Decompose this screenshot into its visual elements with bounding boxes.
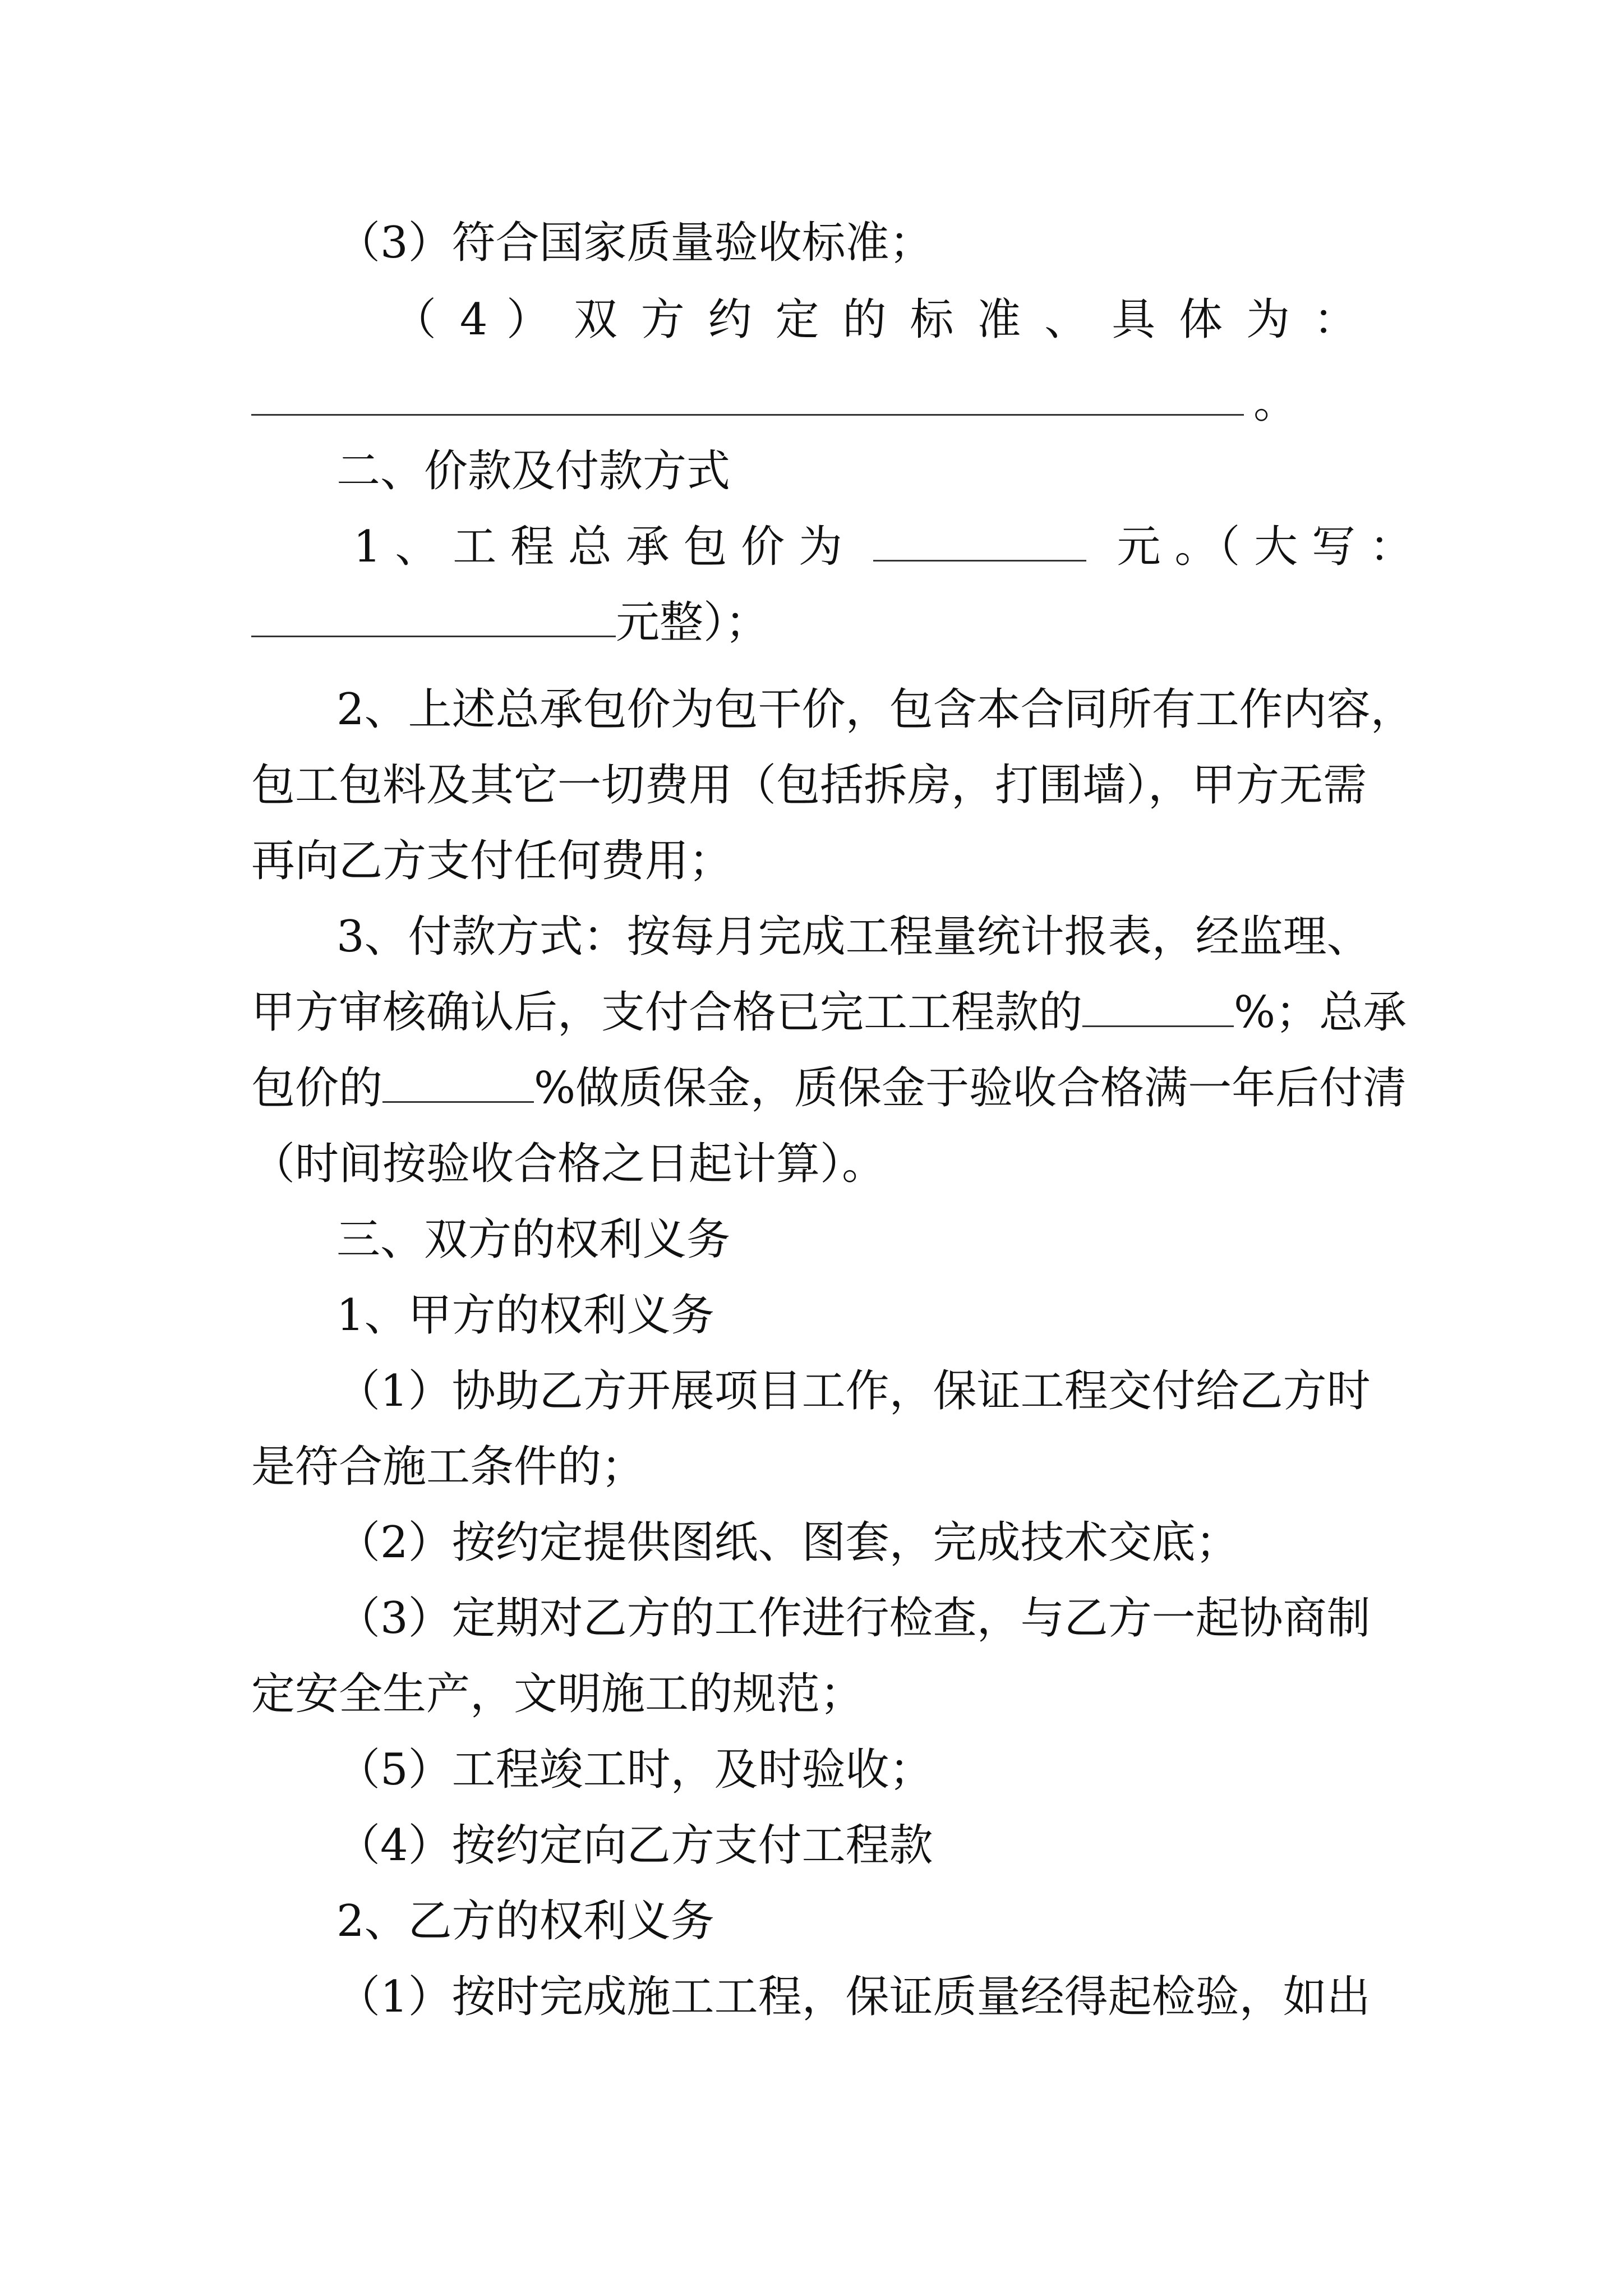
clause-payment-4: （时间按验收合格之日起计算）。 [251, 1139, 886, 1189]
clause-payment-1: 3、付款方式：按每月完成工程量统计报表，经监理、 [336, 912, 1371, 962]
fill-in-line [251, 414, 1244, 416]
uppercase-label: 元 。（ 大 写 ： [1117, 522, 1413, 572]
clause-lump-sum-2: 包工包料及其它一切费用（包括拆房，打围墙），甲方无需 [251, 760, 1367, 811]
party-a-item-4: （4）按约定向乙方支付工程款 [336, 1820, 933, 1871]
section-heading-rights: 三、双方的权利义务 [336, 1214, 731, 1265]
retention-percent-blank [382, 1062, 534, 1103]
clause-payment-2 [251, 984, 1407, 1041]
party-b-item-1: （1）按时完成施工工程，保证质量经得起检验，如出 [336, 1972, 1371, 2022]
clause-lump-sum-1: 2、上述总承包价为包干价，包含本合同所有工作内容， [336, 684, 1414, 735]
payment-percent-suffix: %；总承 [1234, 987, 1407, 1038]
payment-text: 甲方审核确认后，支付合格已完工工程款的 [251, 987, 1083, 1038]
clause-agreed-standard: （ 4 ） 双 方 约 定 的 标 准 、 具 体 为 ： [393, 295, 1357, 345]
total-price-label: 1 、 工 程 总 承 包 价 为 [353, 522, 842, 572]
retention-suffix: %做质保金，质保金于验收合格满一年后付清 [534, 1063, 1407, 1114]
payment-percent-blank [1082, 986, 1234, 1027]
party-a-item-5: （5）工程竣工时，及时验收； [336, 1745, 933, 1795]
subsection-party-b: 2、乙方的权利义务 [336, 1896, 714, 1947]
clause-quality-standard: （3）符合国家质量验收标准； [336, 218, 933, 268]
subsection-party-a: 1、甲方的权利义务 [336, 1290, 714, 1341]
total-price-blank [873, 521, 1086, 562]
party-a-item-3a: （3）定期对乙方的工作进行检查，与乙方一起协商制 [336, 1593, 1371, 1644]
party-a-item-3b: 定安全生产，文明施工的规范； [251, 1669, 864, 1719]
full-stop: 。 [1253, 378, 1298, 428]
party-a-item-1a: （1）协助乙方开展项目工作，保证工程交付给乙方时 [336, 1366, 1371, 1416]
clause-total-price-uppercase [251, 595, 1401, 651]
uppercase-amount-blank [251, 596, 616, 637]
uppercase-suffix: 元整）； [616, 597, 769, 648]
clause-payment-3 [251, 1060, 1407, 1116]
party-a-item-2: （2）按约定提供图纸、图套，完成技术交底； [336, 1517, 1239, 1568]
party-a-item-1b: 是符合施工条件的； [251, 1442, 645, 1492]
section-heading-price: 二、价款及付款方式 [336, 446, 731, 496]
clause-total-price [353, 519, 1413, 575]
clause-lump-sum-3: 再向乙方支付任何费用； [251, 836, 733, 886]
retention-text: 包价的 [251, 1063, 383, 1114]
